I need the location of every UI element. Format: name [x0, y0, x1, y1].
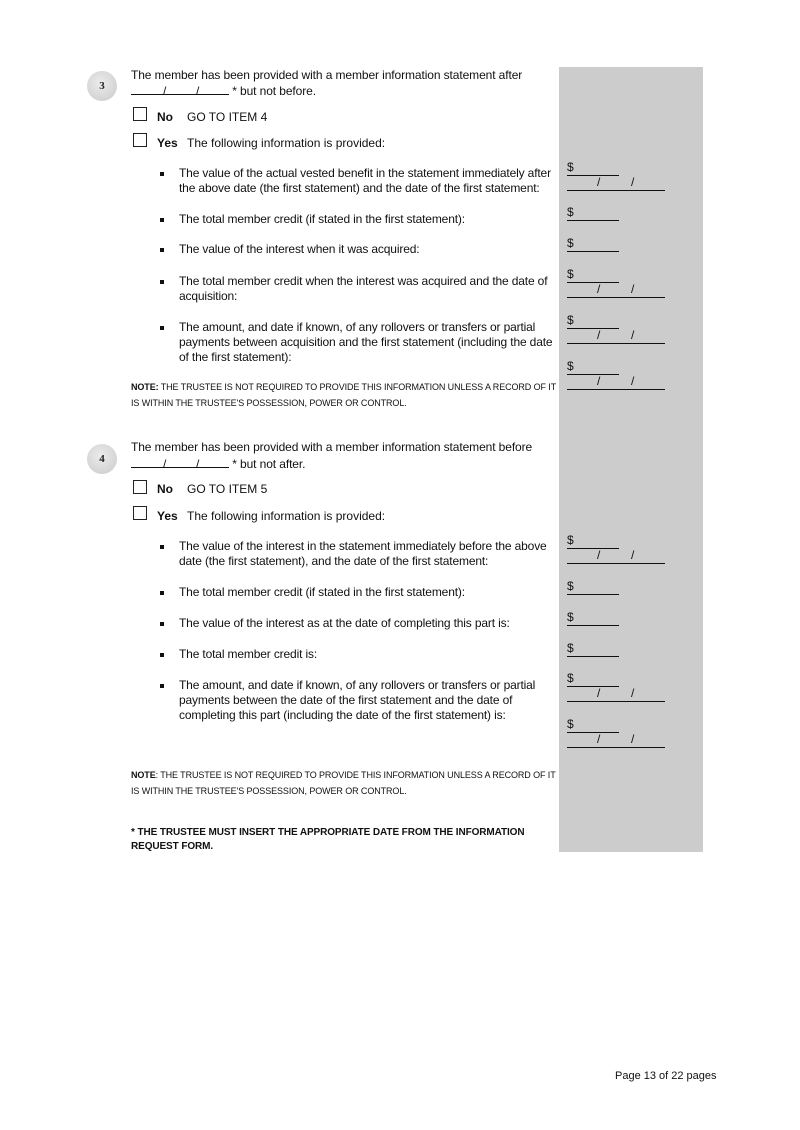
bullet-icon [160, 218, 164, 222]
date-separator: / [631, 548, 635, 562]
item3-bullet-5: The amount, and date if known, of any rollovers or transfers or partial payments between acquisition and the first statement (including the date of the first statement): [179, 320, 553, 364]
item4-bullet-2: The total member credit (if stated in the first statement): [179, 585, 465, 599]
date-field[interactable] [567, 549, 665, 564]
date-field[interactable] [567, 176, 665, 191]
no-instruction: GO TO ITEM 4 [187, 110, 268, 124]
amount-field[interactable]: $ [567, 206, 619, 221]
date-separator: / [597, 328, 601, 342]
bullet-icon [160, 280, 164, 284]
date-field[interactable] [567, 687, 665, 702]
item-number-badge [87, 71, 117, 101]
amount-field[interactable]: $ [567, 642, 619, 657]
note-label: NOTE [131, 770, 156, 780]
item-number: 3 [99, 80, 105, 92]
date-field[interactable] [567, 329, 665, 344]
amount-field[interactable]: $ [567, 314, 619, 329]
bullet-icon [160, 248, 164, 252]
item4-note [131, 767, 561, 799]
amount-field[interactable]: $ [567, 161, 619, 176]
date-separator: / [597, 374, 601, 388]
item3-intro: The member has been provided with a member information statement after [131, 68, 523, 82]
date-separator: / [597, 732, 601, 746]
date-separator: / [631, 732, 635, 746]
date-field[interactable] [567, 733, 665, 748]
item3-yes-checkbox[interactable] [133, 133, 147, 147]
bullet-icon [160, 545, 164, 549]
item4-bullet-4: The total member credit is: [179, 647, 317, 661]
date-separator: / [597, 548, 601, 562]
item4-bullet-3: The value of the interest as at the date of completing this part is: [179, 616, 510, 630]
bullet-icon [160, 591, 164, 595]
item3-bullet-1: The value of the actual vested benefit in the statement immediately after the above date (the first statement) and the date of the first statement: [179, 166, 551, 195]
note-label: NOTE: [131, 382, 159, 392]
date-separator: / [597, 175, 601, 189]
bullet-icon [160, 622, 164, 626]
date-separator: / [631, 686, 635, 700]
item4-date-field[interactable]: / / * but not after. [131, 456, 305, 472]
item4-no-checkbox[interactable] [133, 480, 147, 494]
bullet-icon [160, 172, 164, 176]
item3-no-checkbox[interactable] [133, 107, 147, 121]
amount-field[interactable]: $ [567, 268, 619, 283]
bullet-icon [160, 653, 164, 657]
amount-field[interactable]: $ [567, 237, 619, 252]
item4-yes-checkbox[interactable] [133, 506, 147, 520]
date-separator: / [597, 282, 601, 296]
footnote-text: * THE TRUSTEE MUST INSERT THE APPROPRIATE DATE FROM THE INFORMATION REQUEST FORM. [131, 827, 525, 852]
date-separator: / [631, 282, 635, 296]
item3-bullet-2: The total member credit (if stated in the first statement): [179, 212, 465, 226]
item-number: 4 [99, 453, 105, 465]
item3-date-field[interactable]: / / * but not before. [131, 83, 316, 99]
amount-field[interactable]: $ [567, 672, 619, 687]
yes-label: Yes [157, 509, 178, 523]
date-separator: / [631, 328, 635, 342]
item4-intro: The member has been provided with a member information statement before [131, 440, 533, 454]
item-number-badge [87, 444, 117, 474]
date-separator: / [631, 175, 635, 189]
item4-bullet-1: The value of the interest in the statement immediately before the above date (the first statement), and the date of the first statement: [179, 539, 547, 568]
date-separator: / [631, 374, 635, 388]
item3-note [131, 379, 561, 411]
no-label: No [157, 482, 173, 496]
item3-bullet-4: The total member credit when the interest was acquired and the date of acquisition: [179, 274, 548, 303]
item3-bullet-3: The value of the interest when it was acquired: [179, 242, 420, 256]
amount-field[interactable]: $ [567, 534, 619, 549]
no-label: No [157, 110, 173, 124]
yes-instruction: The following information is provided: [187, 136, 386, 150]
trustee-date-footnote [131, 826, 541, 854]
no-instruction: GO TO ITEM 5 [187, 482, 268, 496]
item4-bullet-5: The amount, and date if known, of any rollovers or transfers or partial payments between the date of the first statement and the date of completing this part (including the date of the first statement) is: [179, 678, 536, 722]
amount-field[interactable]: $ [567, 718, 619, 733]
yes-label: Yes [157, 136, 178, 150]
date-separator: / [597, 686, 601, 700]
amount-field[interactable]: $ [567, 611, 619, 626]
bullet-icon [160, 326, 164, 330]
amount-field[interactable]: $ [567, 360, 619, 375]
bullet-icon [160, 684, 164, 688]
note-text: : THE TRUSTEE IS NOT REQUIRED TO PROVIDE THIS INFORMATION UNLESS A RECORD OF IT IS WITHIN THE TRUSTEE'S POSSESSION, POWER OR CONTROL. [131, 770, 556, 796]
date-field[interactable] [567, 283, 665, 298]
date-suffix: * but not before. [232, 84, 316, 98]
yes-instruction: The following information is provided: [187, 509, 386, 523]
date-field[interactable] [567, 375, 665, 390]
page-number: Page 13 of 22 pages [615, 1070, 717, 1082]
amount-field[interactable]: $ [567, 580, 619, 595]
note-text: THE TRUSTEE IS NOT REQUIRED TO PROVIDE THIS INFORMATION UNLESS A RECORD OF IT IS WITHIN THE TRUSTEE'S POSSESSION, POWER OR CONTROL. [131, 382, 556, 408]
date-suffix: * but not after. [232, 457, 306, 471]
